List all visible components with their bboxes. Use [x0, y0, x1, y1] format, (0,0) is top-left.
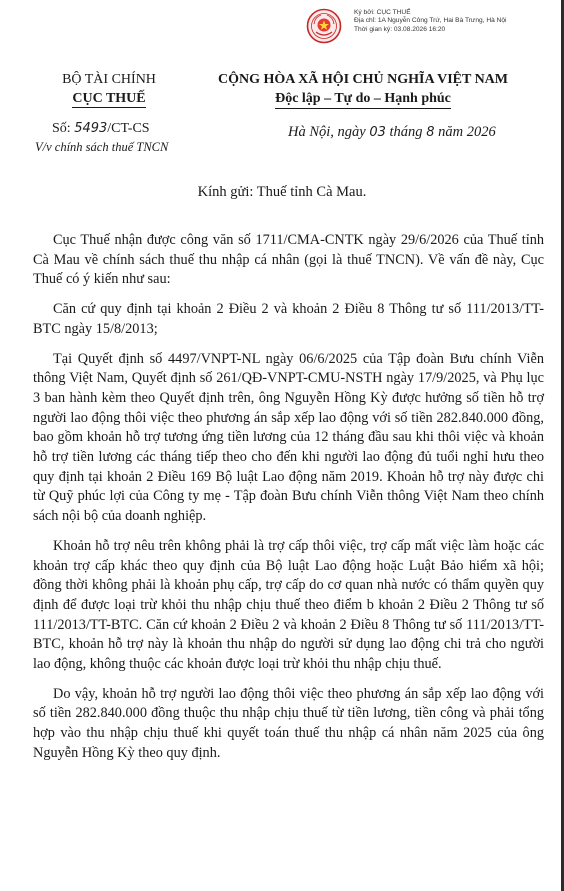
body-paragraph-2: Căn cứ quy định tại khoản 2 Điều 2 và khoản 2 Điều 8 Thông tư số 111/2013/TT-BTC ngày 15/8/2013;	[33, 301, 544, 337]
department-name: CỤC THUẾ	[72, 91, 146, 106]
national-emblem-seal-icon	[306, 8, 342, 44]
date-place-prefix: Hà Nội, ngày	[288, 124, 366, 140]
letter-body	[33, 231, 544, 774]
date-day: 03	[369, 125, 386, 140]
digital-signature-block	[306, 6, 556, 46]
body-paragraph-3: Tại Quyết định số 4497/VNPT-NL ngày 06/6/2025 của Tập đoàn Bưu chính Viễn thông Việt Nam, Quyết định số 261/QĐ-VNPT-CMU-NSTH ngày 17/9/2025, và Phụ lục 3 ban hành kèm theo Quyết định trên, ông Nguyễn Hồng Kỳ được hưởng số tiền hỗ trợ người lao động thôi việc theo phương án sắp xếp lao động với số tiền 282.840.000 đồng, bao gồm khoản hỗ trợ tương ứng tiền lương của 12 tháng đầu sau khi thôi việc và khoản hỗ trợ tiền lương các tháng tiếp theo cho đến khi người lao động đủ tuổi nghỉ hưu theo quy định tại khoản 2 Điều 169 Bộ luật Lao động năm 2019. Khoản hỗ trợ này được chi từ Quỹ phúc lợi của Công ty mẹ - Tập đoàn Bưu chính Viễn thông Việt Nam theo chính sách nội bộ của doanh nghiệp.	[33, 350, 544, 525]
date-month-word: tháng	[389, 124, 423, 140]
body-paragraph-5: Do vậy, khoản hỗ trợ người lao động thôi việc theo phương án sắp xếp lao động với số tiền 282.840.000 đồng thuộc thu nhập chịu thuế từ tiền lương, tiền công và phải tổng hợp vào thu nhập chịu thuế khi quyết toán thuế thu nhập cá nhân năm 2025 của ông Nguyễn Hồng Kỳ theo quy định.	[33, 685, 544, 761]
document-subject: V/v chính sách thuế TNCN	[35, 140, 169, 154]
signature-signer: Ký bởi: CỤC THUẾ	[354, 9, 411, 16]
number-handwritten: 5493	[74, 121, 108, 136]
signature-address: Địa chỉ: 1A Nguyễn Công Trứ, Hai Bà Trưng, Hà Nội	[354, 17, 507, 25]
ministry-name: BỘ TÀI CHÍNH	[62, 72, 156, 87]
signature-time: Thời gian ký: 03.08.2026 16:20	[354, 25, 446, 33]
national-header	[198, 70, 528, 109]
number-suffix: /CT-CS	[107, 121, 150, 136]
document-number	[52, 121, 150, 137]
issuer-header	[44, 70, 174, 108]
number-prefix: Số:	[52, 121, 71, 136]
body-paragraph-1: Cục Thuế nhận được công văn số 1711/CMA-CNTK ngày 29/6/2026 của Thuế tỉnh Cà Mau về chính sách thuế thu nhập cá nhân (gọi là thuế TNCN). Về vấn đề này, Cục Thuế có ý kiến như sau:	[33, 232, 544, 288]
recipient-line: Kính gửi: Thuế tỉnh Cà Mau.	[197, 184, 367, 200]
document-date	[288, 124, 496, 141]
date-month: 8	[426, 125, 435, 140]
nation-motto: Độc lập – Tự do – Hạnh phúc	[275, 90, 451, 109]
body-paragraph-4: Khoản hỗ trợ nêu trên không phải là trợ cấp thôi việc, trợ cấp mất việc làm hoặc các khoản trợ cấp khác theo quy định của Bộ luật Lao động hoặc Luật Bảo hiểm xã hội; đồng thời không phải là khoản phụ cấp, trợ cấp do cơ quan nhà nước có thẩm quyền quy định để được loại trừ khỏi thu nhập chịu thuế theo điểm b khoản 2 Điều 2 Thông tư số 111/2013/TT-BTC. Căn cứ khoản 2 Điều 2 và khoản 2 Điều 8 Thông tư số 111/2013/TT-BTC, khoản hỗ trợ này là khoản thu nhập do người sử dụng lao động chi trả cho người lao động, không thuộc các khoản được loại trừ khỏi thu nhập chịu thuế.	[33, 537, 544, 673]
date-year: năm 2026	[438, 124, 496, 140]
nation-name: CỘNG HÒA XÃ HỘI CHỦ NGHĨA VIỆT NAM	[217, 72, 508, 87]
